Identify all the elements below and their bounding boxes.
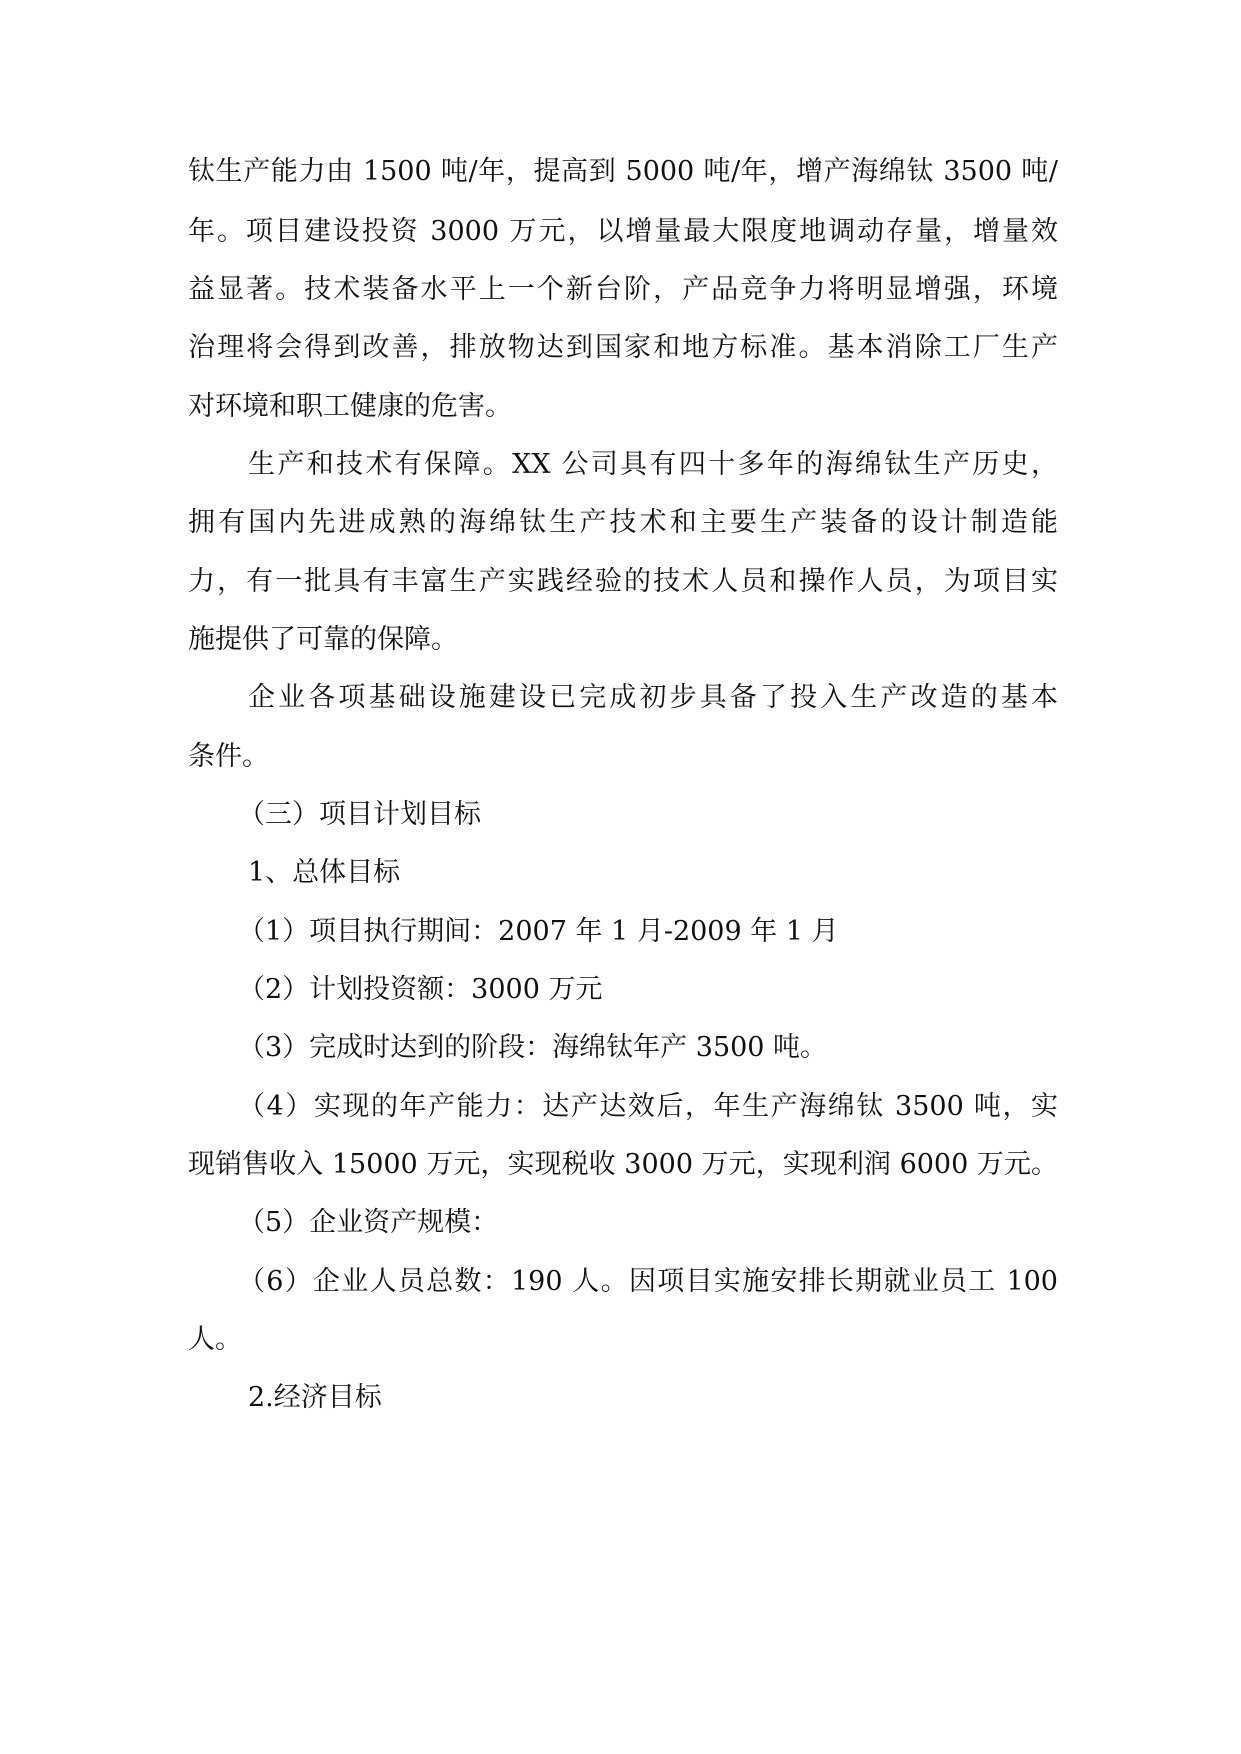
list-item: （3）完成时达到的阶段：海绵钛年产 3500 吨。	[238, 1032, 828, 1063]
text-line: 现销售收入 15000 万元，实现税收 3000 万元，实现利润 6000 万元。	[188, 1149, 1058, 1180]
subsection-heading: 2.经济目标	[248, 1382, 382, 1413]
subsection-heading: 1、总体目标	[248, 857, 401, 888]
text-line: 拥有国内先进成熟的海绵钛生产技术和主要生产装备的设计制造能	[188, 507, 1058, 538]
text-line: 钛生产能力由 1500 吨/年，提高到 5000 吨/年，增产海绵钛 3500 吨/	[188, 156, 1058, 187]
text-line: 施提供了可靠的保障。	[188, 624, 458, 655]
list-item: （6）企业人员总数：190 人。因项目实施安排长期就业员工 100	[238, 1266, 1058, 1297]
paragraph-first-line: 生产和技术有保障。XX 公司具有四十多年的海绵钛生产历史，	[248, 449, 1058, 480]
text-line: 年。项目建设投资 3000 万元，以增量最大限度地调动存量，增量效	[188, 216, 1058, 247]
paragraph-first-line: 企业各项基础设施建设已完成初步具备了投入生产改造的基本	[248, 682, 1058, 713]
text-line: 力，有一批具有丰富生产实践经验的技术人员和操作人员，为项目实	[188, 566, 1058, 597]
text-line: 人。	[188, 1324, 242, 1355]
text-line: 对环境和职工健康的危害。	[188, 391, 512, 422]
text-line: 益显著。技术装备水平上一个新台阶，产品竞争力将明显增强，环境	[188, 274, 1058, 305]
section-heading: （三）项目计划目标	[238, 799, 481, 830]
list-item: （2）计划投资额：3000 万元	[238, 974, 603, 1005]
list-item: （4）实现的年产能力：达产达效后，年生产海绵钛 3500 吨，实	[238, 1091, 1058, 1122]
text-line: 治理将会得到改善，排放物达到国家和地方标准。基本消除工厂生产	[188, 332, 1058, 363]
text-line: 条件。	[188, 741, 269, 772]
list-item: （1）项目执行期间：2007 年 1 月-2009 年 1 月	[238, 916, 839, 947]
list-item: （5）企业资产规模：	[238, 1207, 499, 1238]
